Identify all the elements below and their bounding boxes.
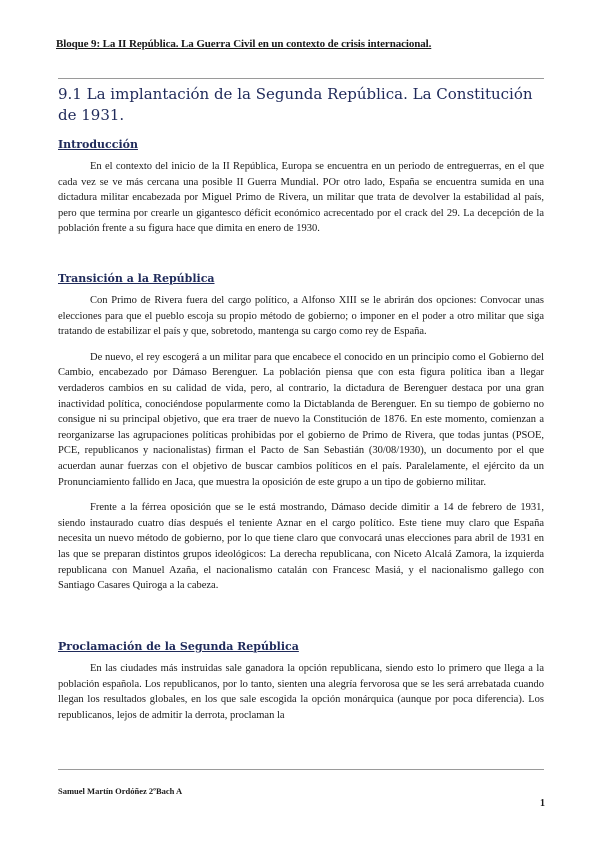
document-header-title: Bloque 9: La II República. La Guerra Civil en un contexto de crisis internacional. [56, 38, 432, 50]
header-divider [58, 78, 544, 79]
main-heading: 9.1 La implantación de la Segunda República. La Constitución de 1931. [58, 85, 533, 124]
paragraph: Con Primo de Rivera fuera del cargo político, a Alfonso XIII se le abrirán dos opciones: Convocar unas elecciones para que el pueblo escoja su propio método de gobierno; o imponer en el poder a otro militar que siga tratando de estabilizar el país y que, sobretodo, mantenga su cargo como rey de España. [58, 295, 544, 338]
paragraph: Frente a la férrea oposición que se le está mostrando, Dámaso decide dimitir a 14 de febrero de 1931, siendo instaurado cuatro días después el teniente Aznar en el cargo político. Este tiene muy claro que España necesita un nuevo método de gobierno, por lo que tiene claro que convocará unas elecciones para abril de 1931 en las que se preparan distintos grupos ideológicos: La derecha republicana, con Niceto Alcalá Zamora, la izquierda republicana con Manuel Azaña, el nacionalismo catalán con Francesc Masiá, y el nacionalismo gallego con Santiago Casares Quiroga a la cabeza. [58, 502, 544, 592]
footer-divider [58, 769, 544, 770]
section-heading-introduccion: Introducción [58, 138, 138, 151]
section-heading-proclamacion: Proclamación de la Segunda República [58, 640, 299, 653]
section-introduccion [58, 138, 544, 247]
paragraph: En las ciudades más instruidas sale ganadora la opción republicana, siendo esto lo primero que llega a la población española. Los republicanos, por lo tanto, sienten una alegría fervorosa que se les será arrebatada cuando llegan los resultados globales, en los que sale escogida la opción monárquica (aunque por poca diferencia). Los republicanos, lejos de admitir la derrota, proclaman la [58, 663, 544, 721]
page-number: 1 [540, 798, 545, 809]
paragraph: De nuevo, el rey escogerá a un militar para que encabece el conocido en un principio como el Gobierno del Cambio, encabezado por Dámaso Berenguer. La población piensa que con esta figura política iban a llegar verdaderos cambios en su calidad de vida, pero, al contrario, la dictadura de Berenguer destaca por una gran inactividad política, conociéndose popularmente como la Dictablanda de Berenguer. En su tiempo de gobierno no consigue ni su principal objetivo, que era traer de nuevo la Constitución de 1876. En este momento, comienzan a reorganizarse las agrupaciones políticas prohibidas por el gobierno de Primo de Rivera, que todas juntas (PSOE, PCE, republicanos y nacionalistas) firman el Pacto de San Sebastián (30/08/1930), un documento por el que acuerdan aunar fuerzas con el objetivo de buscar cambios políticos en el país. Paralelamente, el ejército da un Pronunciamiento fallido en Jaca, que muestra la oposición de este grupo a un tipo de gobierno militar. [58, 351, 544, 488]
section-transicion [58, 272, 544, 604]
section-proclamacion [58, 640, 544, 733]
paragraph: En el contexto del inicio de la II República, Europa se encuentra en un periodo de entreguerras, en el que cada vez se ve más cercana una posible II Guerra Mundial. POr otro lado, España se encuentra sumida en una dictadura militar encabezada por Miguel Primo de Rivera, un militar que trata de devolver la estabilidad al país, pero que termina por crearle un gigantesco déficit económico acrecentado por el crack del 29. La decepción de la población frente a su figura hace que dimita en enero de 1930. [58, 161, 544, 235]
footer-author: Samuel Martín Ordóñez 2ºBach A [58, 786, 183, 796]
section-heading-transicion: Transición a la República [58, 272, 215, 285]
